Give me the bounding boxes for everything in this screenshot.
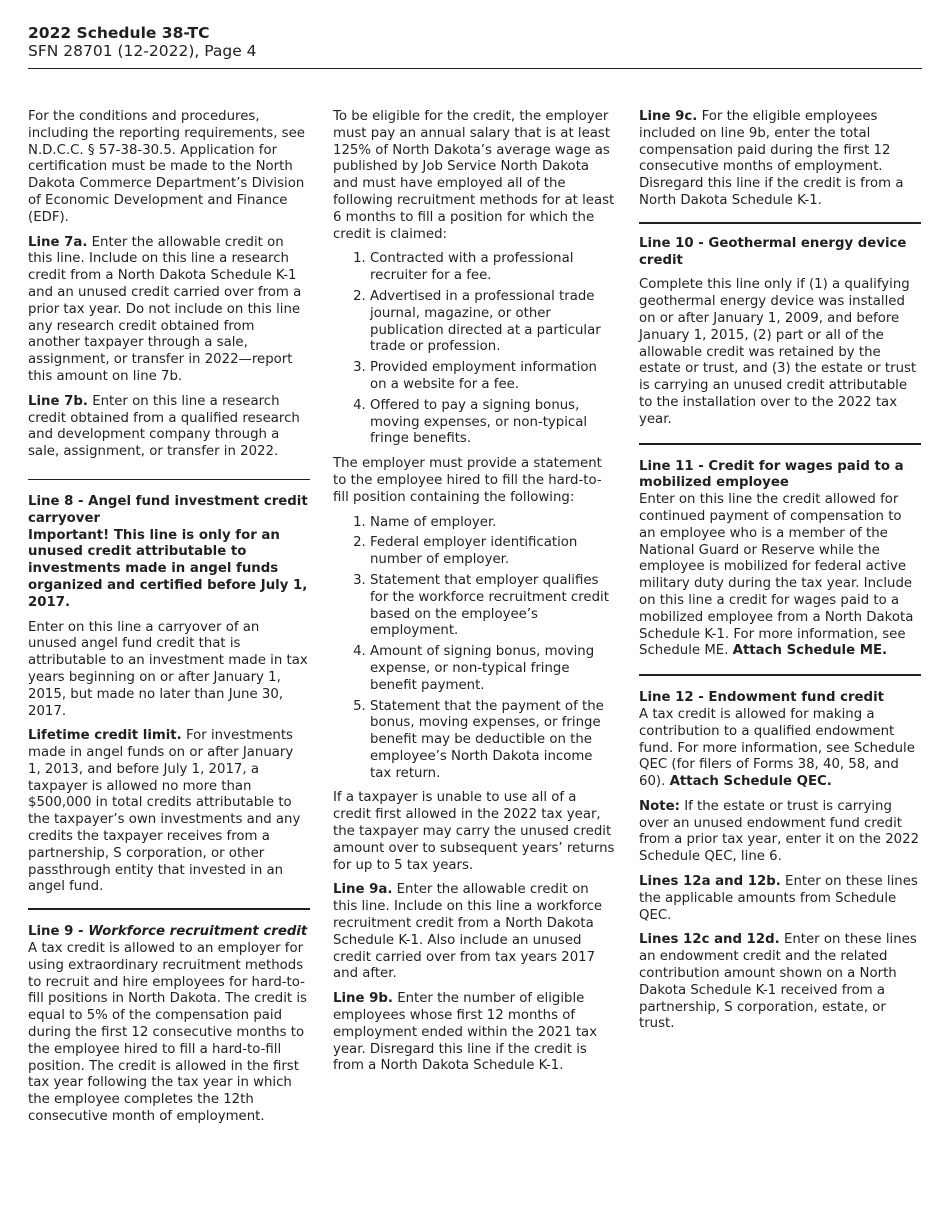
lines-12ab-text: Enter on these lines the applicable amounts from Schedule QEC. (639, 874, 918, 923)
line-9b-text: Enter the number of eligible employees whose first 12 months of employment ended within the 2021 tax year. Disregard this line if the credit is from a North Dakota Schedule K-1. (333, 991, 598, 1074)
lines-12cd-paragraph (639, 932, 921, 1033)
note-text: If the estate or trust is carrying over an unused endowment fund credit from a prior tax year, enter it on the 2022 Schedule QEC, line 6. (639, 798, 920, 865)
eligibility-paragraph: To be eligible for the credit, the employer must pay an annual salary that is at least 125% of North Dakota’s average wage as published by Job Service North Dakota and must have employed all of the following recruitment methods for at least 6 months to fill a position for which the credit is claimed: (333, 109, 615, 242)
note-paragraph (639, 799, 921, 866)
line-12-text: A tax credit is allowed for making a contribution to a qualified endowment fund. For more information, see Schedule QEC (for filers of Forms 38, 40, 58, and 60). (639, 706, 915, 790)
line-11-heading: Line 11 - Credit for wages paid to a mobilized employee (639, 458, 904, 491)
line-7b-label: Line 7b. (28, 393, 88, 409)
list-item: 3. Statement that employer qualifies for the workforce recruitment credit based on the employee’s employment. (370, 573, 615, 640)
line-11-text: Enter on this line the credit allowed for continued payment of compensation to an employee who is a member of the National Guard or Reserve while the employee is mobilized for federal active military duty during the tax year. Include on this line a credit for wages paid to a mobilized employee from a North Dakota Schedule K-1. For more information, see Schedule ME. (639, 492, 914, 659)
line-9a-text: Enter the allowable credit on this line. Include on this line a workforce recruitment credit from a North Dakota Schedule K-1. Also include an unused credit carried over from tax years 2017 and after. (333, 882, 603, 982)
lines-12cd-text: Enter on these lines an endowment credit and the related contribution amount shown on a North Dakota Schedule K-1 received from a partnership, S corporation, estate, or trust. (639, 932, 917, 1032)
lifetime-limit-label: Lifetime credit limit. (28, 728, 182, 744)
form-subtitle: SFN 28701 (12-2022), Page 4 (28, 42, 257, 60)
page-header (28, 24, 257, 60)
lifetime-limit-paragraph (28, 728, 310, 896)
statement-items-list (333, 515, 615, 783)
line-12-paragraph (639, 707, 921, 791)
lines-12ab-paragraph (639, 874, 921, 924)
section-divider (639, 443, 921, 445)
line-9b-paragraph (333, 991, 615, 1075)
line-10-text: Complete this line only if (1) a qualifying geothermal energy device was installed on or after January 1, 2009, and before January 1, 2015, (2) part or all of the allowable credit was retained by the estate or trust, and (3) the estate or trust is carrying an unused credit attributable to the installation over to the 2022 tax year. (639, 277, 917, 427)
lines-12cd-label: Lines 12c and 12d. (639, 932, 780, 948)
line-7a-text: Enter the allowable credit on this line. Include on this line a research credit from a North Dakota Schedule K-1 and an unused credit carried over from a prior tax year. Do not include on this line any research credit obtained from another taxpayer through a sale, assignment, or transfer in 2022—report this amount on line 7b. (28, 234, 302, 384)
column-middle (333, 109, 615, 1083)
line-7b-text: Enter on this line a research credit obtained from a qualified research and development company through a sale, assignment, or transfer in 2022. (28, 393, 300, 460)
carryover-paragraph: If a taxpayer is unable to use all of a credit first allowed in the 2022 tax year, the taxpayer may carry the unused credit amount over to subsequent years’ returns for up to 5 tax years. (333, 790, 615, 873)
line-9b-label: Line 9b. (333, 991, 393, 1007)
line-7a-label: Line 7a. (28, 234, 88, 250)
list-item: 3. Provided employment information on a website for a fee. (370, 360, 615, 394)
line-7b-paragraph (28, 394, 310, 461)
line-9-heading: Line 9 - Workforce recruitment credit (28, 924, 308, 940)
line-9-text: A tax credit is allowed to an employer for using extraordinary recruitment methods to recruit and hire employees for hard-to-fill positions in North Dakota. The credit is equal to 5% of the compensation paid during the first 12 consecutive months to the employee hired to fill a hard-to-fill position. The credit is allowed in the first tax year following the tax year in which the employee completes the 12th consecutive month of employment. (28, 941, 307, 1125)
header-divider (28, 68, 922, 69)
line-9c-paragraph (639, 109, 921, 210)
section-divider (28, 479, 310, 480)
line-12-heading: Line 12 - Endowment fund credit (639, 690, 884, 706)
list-item: 5. Statement that the payment of the bonus, moving expenses, or fringe benefit may be deductible on the employee’s North Dakota income tax return. (370, 699, 615, 783)
line-11-attach: Attach Schedule ME. (732, 643, 888, 659)
note-label: Note: (639, 798, 680, 814)
column-right (639, 109, 921, 1041)
line-8-heading: Line 8 - Angel fund investment credit carryover (28, 493, 308, 526)
line-9a-label: Line 9a. (333, 882, 393, 898)
list-item: 4. Offered to pay a signing bonus, moving expenses, or non-typical fringe benefits. (370, 398, 615, 448)
section-divider (28, 908, 310, 910)
line-8-text: Enter on this line a carryover of an unused angel fund credit that is attributable to an investment made in tax years beginning on or after January 1, 2015, but made no later than June 30, 2017. (28, 619, 308, 719)
line-10-heading: Line 10 - Geothermal energy device credit (639, 235, 907, 268)
list-item: 4. Amount of signing bonus, moving expense, or non-typical fringe benefit payment. (370, 644, 615, 694)
line-9c-text: For the eligible employees included on line 9b, enter the total compensation paid during the first 12 consecutive months of employment. Disregard this line if the credit is from a North Dakota Schedule K-1. (639, 109, 904, 208)
line-11-paragraph (639, 492, 921, 660)
lifetime-limit-text: For investments made in angel funds on or after January 1, 2013, and before July 1, 2017, a taxpayer is allowed no more than $500,000 in total credits attributable to the taxpayer’s own investments and any credits the taxpayer receives from a partnership, S corporation, or other passthrough entity that invested in an angel fund. (28, 728, 301, 895)
recruitment-methods-list (333, 251, 615, 448)
line-8-important: Important! This line is only for an unused credit attributable to investments made in angel funds organized and certified before July 1, 2017. (28, 527, 308, 610)
line-9a-paragraph (333, 882, 615, 983)
intro-paragraph: For the conditions and procedures, including the reporting requirements, see N.D.C.C. § 57-38-30.5. Application for certification must be made to the North Dakota Commerce Department’s Division of Economic Development and Finance (EDF). (28, 109, 305, 225)
section-divider (639, 222, 921, 224)
column-left (28, 109, 310, 1134)
lines-12ab-label: Lines 12a and 12b. (639, 874, 781, 890)
list-item: 2. Advertised in a professional trade journal, magazine, or other publication directed at a particular trade or profession. (370, 289, 615, 356)
line-12-attach: Attach Schedule QEC. (669, 774, 832, 790)
list-item: 1. Contracted with a professional recruiter for a fee. (370, 251, 615, 285)
section-divider (639, 674, 921, 676)
statement-intro: The employer must provide a statement to the employee hired to fill the hard-to-fill position containing the following: (333, 456, 602, 505)
list-item: 2. Federal employer identification number of employer. (370, 535, 615, 569)
list-item: 1. Name of employer. (370, 515, 615, 532)
line-7a-paragraph (28, 235, 310, 386)
line-9c-label: Line 9c. (639, 109, 698, 124)
form-title: 2022 Schedule 38-TC (28, 24, 210, 42)
